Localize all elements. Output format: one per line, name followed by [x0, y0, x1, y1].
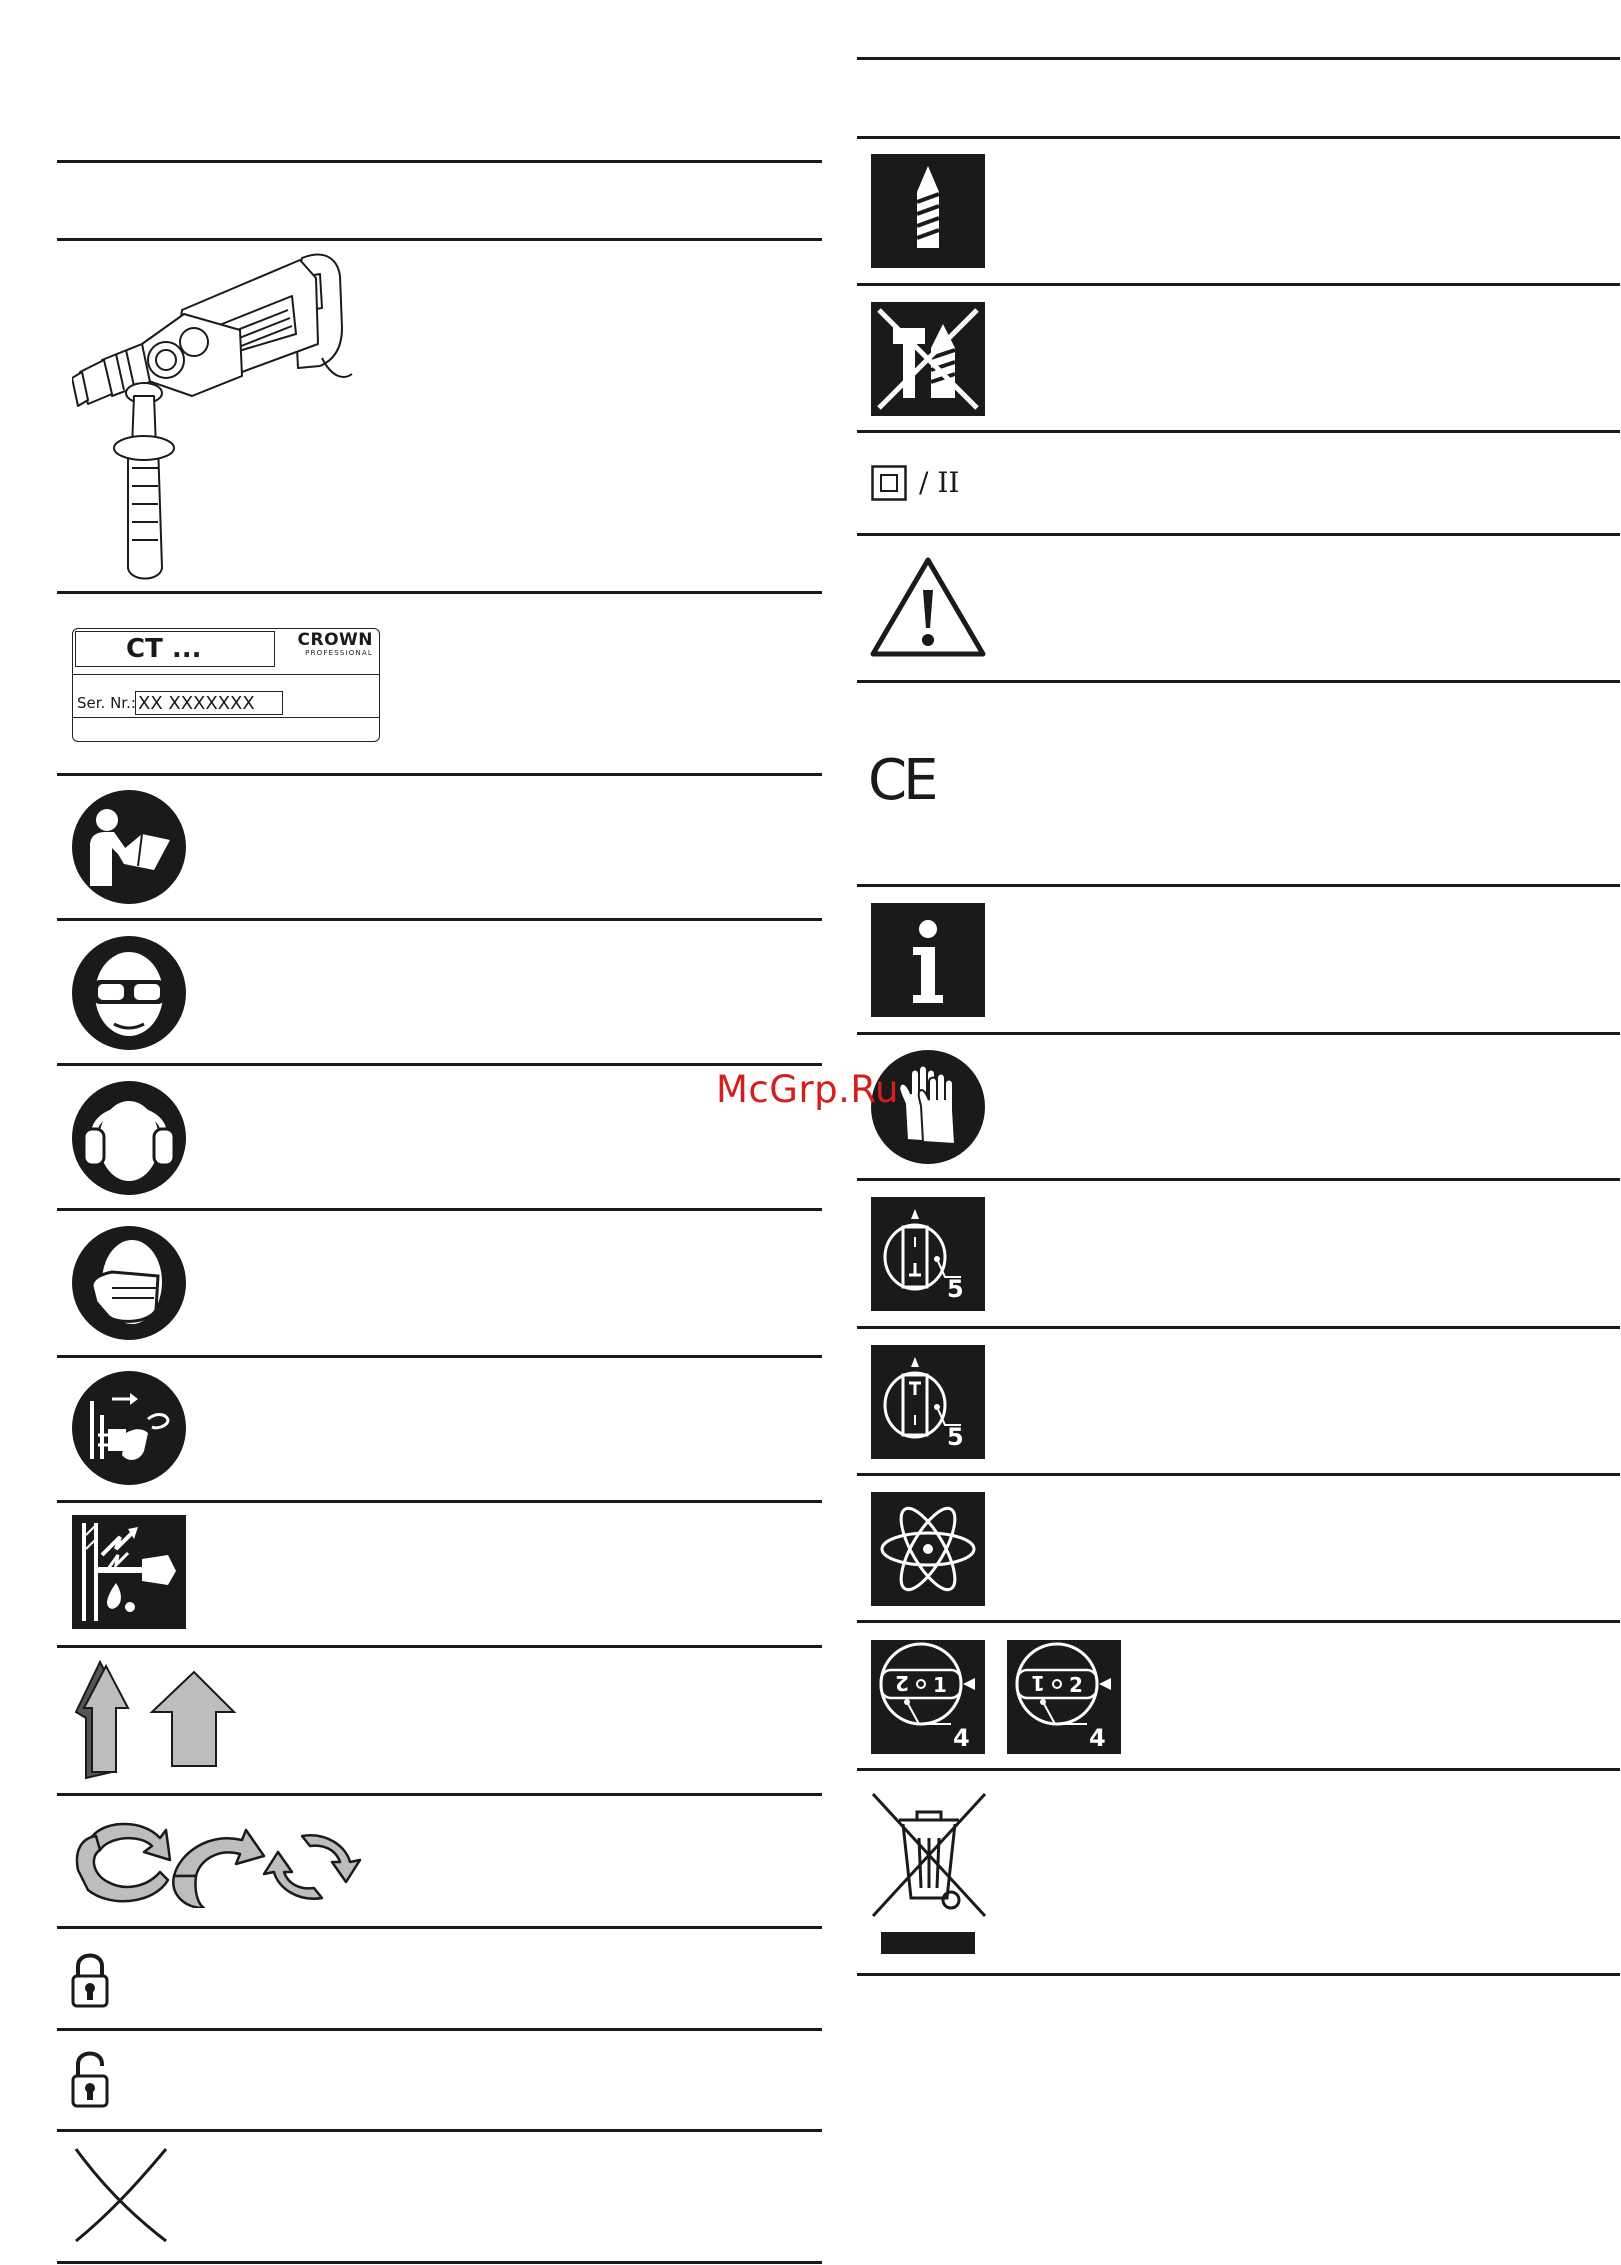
hidden-wiring-warning-icon	[72, 1515, 186, 1629]
watermark: McGrp.Ru	[716, 1068, 899, 1111]
brand-name: CROWN	[297, 630, 373, 650]
drill-illustration	[72, 248, 390, 584]
nameplate-label	[72, 628, 380, 742]
divider	[857, 1473, 1620, 1476]
divider	[857, 884, 1620, 887]
nameplate-model: CT ...	[75, 631, 275, 667]
divider	[57, 1645, 822, 1648]
no-hammer-drilling-icon	[871, 302, 985, 416]
mode-switch-hammer-icon	[871, 1345, 985, 1459]
nameplate-brand	[298, 632, 374, 658]
divider	[857, 680, 1620, 683]
divider	[57, 1500, 822, 1503]
divider	[857, 1178, 1620, 1181]
divider	[57, 773, 822, 776]
divider	[57, 1355, 822, 1358]
divider	[857, 430, 1620, 433]
lock-closed-icon	[70, 1950, 110, 2010]
divider	[57, 1208, 822, 1211]
ce-mark: CE	[868, 748, 935, 813]
divider	[57, 918, 822, 921]
dust-mask-icon	[72, 1226, 186, 1340]
divider	[857, 533, 1620, 536]
gear-switch-icons	[871, 1640, 1121, 1754]
divider	[857, 1620, 1620, 1623]
serial-label: Ser. Nr.:	[77, 694, 136, 712]
atom-icon	[871, 1492, 985, 1606]
ear-protection-icon	[72, 1081, 186, 1195]
weee-disposal-icon	[869, 1788, 989, 1958]
divider	[857, 1032, 1620, 1035]
divider	[57, 1063, 822, 1066]
divider	[57, 1793, 822, 1796]
divider	[57, 2261, 822, 2264]
warning-triangle-icon	[869, 556, 987, 660]
safety-goggles-icon	[72, 936, 186, 1050]
divider	[57, 160, 822, 163]
divider	[857, 1326, 1620, 1329]
divider	[857, 1768, 1620, 1771]
svg-text:5: 5	[947, 1423, 964, 1451]
arrow-up-icons	[72, 1660, 237, 1780]
serial-value: XX XXXXXXX	[135, 691, 283, 715]
svg-text:2: 2	[895, 1671, 909, 1695]
info-icon	[871, 903, 985, 1017]
divider	[57, 2028, 822, 2031]
divider	[857, 283, 1620, 286]
divider	[857, 1973, 1620, 1976]
svg-text:1: 1	[933, 1673, 947, 1697]
divider	[57, 238, 822, 241]
svg-text:1: 1	[1031, 1671, 1045, 1695]
mode-switch-drill-icon	[871, 1197, 985, 1311]
label-separator	[73, 674, 379, 675]
divider	[57, 1926, 822, 1929]
prohibited-x-icon	[72, 2145, 170, 2245]
divider	[57, 2129, 822, 2132]
svg-text:5: 5	[947, 1275, 964, 1303]
label-separator	[73, 717, 379, 718]
divider	[857, 57, 1620, 60]
read-manual-icon	[72, 790, 186, 904]
brand-subtitle: PROFESSIONAL	[305, 649, 373, 657]
unplug-before-service-icon	[72, 1371, 186, 1485]
protection-class-label: / II	[919, 466, 960, 499]
divider	[857, 136, 1620, 139]
svg-text:4: 4	[953, 1724, 970, 1752]
svg-text:2: 2	[1069, 1673, 1083, 1697]
lock-open-icon	[70, 2048, 110, 2110]
rotation-direction-icons	[70, 1816, 380, 1908]
drilling-mode-icon	[871, 154, 985, 268]
divider	[57, 591, 822, 594]
protection-class-ii-icon	[871, 465, 907, 501]
svg-text:4: 4	[1089, 1724, 1106, 1752]
